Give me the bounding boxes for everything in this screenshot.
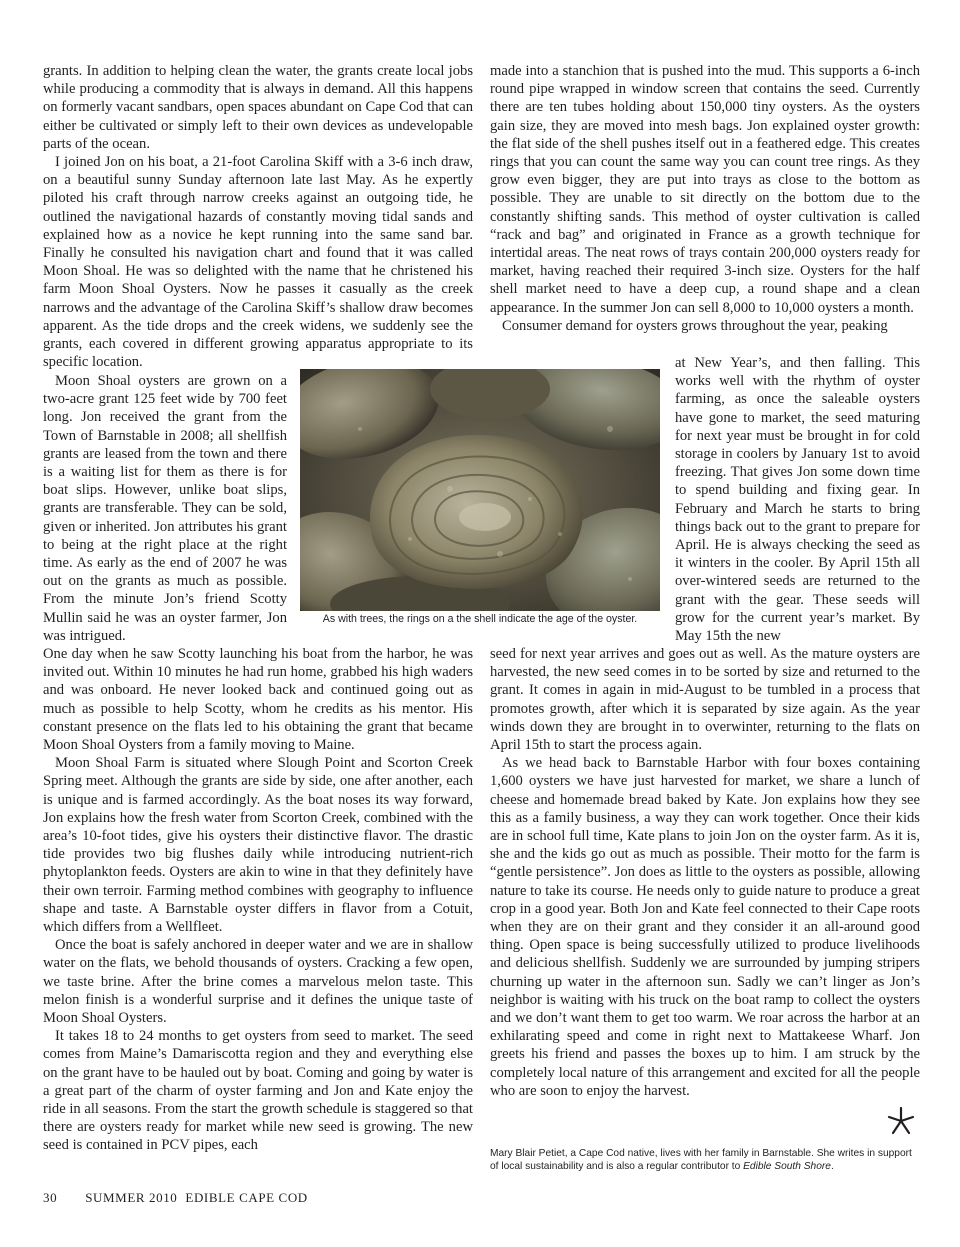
- star-icon: [886, 1106, 916, 1136]
- article-paragraph: It takes 18 to 24 months to get oysters from seed to market. The seed comes from Maine’s Damariscotta region and they and everything else on the grant have to be hauled out by boat. Coming and going by water is a great part of the charm of oyster farming and Jon and Kate enjoy the ride in all seasons. From the start the growth schedule is staggered so that there are oysters ready for market while new seed is growing. The new seed is contained in PCV pipes, each: [43, 1028, 473, 1154]
- bio-text: Mary Blair Petiet, a Cape Cod native, lives with her family in Barnstable. She writes in support of local sustainability and is also a regular contributor to: [490, 1148, 912, 1173]
- oyster-photo: [300, 369, 660, 611]
- photo-caption: As with trees, the rings on a the shell indicate the age of the oyster.: [322, 613, 638, 625]
- left-column-wrap: [43, 372, 287, 645]
- left-column-bottom: [43, 645, 473, 1155]
- page-folio: [43, 1190, 308, 1206]
- magazine-name: EDIBLE CAPE COD: [185, 1190, 308, 1205]
- article-paragraph: Moon Shoal oysters are grown on a two-acre grant 125 feet wide by 700 feet long. Jon received the grant from the Town of Barnstable in 2008; all shellfish grants are leased from the town and there is a waiting list for them as there is for boat slips. However, unlike boat slips, grants are transferable. They can be sold, given or inherited. Jon attributes his grant to being at the right place at the right time. As early as the end of 2007 he was out on the grants as much as possible. From the minute Jon’s friend Scotty Mullin said he was an oyster farmer, Jon was intrigued.: [43, 373, 287, 644]
- article-paragraph: made into a stanchion that is pushed into the mud. This supports a 6-inch round pipe wrapped in window screen that contains the seed. Currently there are ten tubes holding about 150,000 tiny oysters. As the oysters gain size, they are moved into mesh bags. Jon explained oyster growth: the flat side of the shell pushes itself out in a feathered edge. This creates rings that you can count the same way you can count tree rings. As they grow even bigger, they are put into trays as close to the bottom as possible. They are unable to sit directly on the bottom due to the constantly shifting sands. This method of oyster cultivation is called “rack and bag” and originated in France as a growth technique for intertidal areas. The neat rows of trays contain 200,000 oysters ready for market, having reached their required 3-inch size. Oysters for the half shell market need to have a deep cup, a round shape and a clean appearance. In the summer Jon can sell 8,000 to 10,000 oysters a month.: [490, 63, 920, 316]
- article-paragraph: Once the boat is safely anchored in deeper water and we are in shallow water on the flats, we behold thousands of oysters. Cracking a few open, we taste brine. After the brine comes a marvelous melon taste. This melon finish is a wonderful surprise and it defines the unique taste of Moon Shoal Oysters.: [43, 937, 473, 1027]
- page-number: 30: [43, 1190, 58, 1205]
- article-paragraph: grants. In addition to helping clean the water, the grants create local jobs while producing a commodity that is always in demand. All this happens on formerly vacant sandbars, open spaces abundant on Cape Cod that can either be cultivated or simply left to their own devices as undevelopable parts of the ocean.: [43, 63, 473, 152]
- article-paragraph: As we head back to Barnstable Harbor with four boxes containing 1,600 oysters we have just harvested for market, we share a lunch of cheese and homemade bread baked by Kate. Jon explains how they see this as a family business, a way they can work together. Once their kids are in school full time, Kate plans to join Jon on the oyster farm. As it is, she and the kids go out as much as possible. Their motto for the farm is “gentle persistence”. Jon does as little to the oysters as possible, allowing nature to take its course. He needs only to guide nature to produce a great crop in a good year. Both Jon and Kate feel connected to their Cape roots when they are on their grant and they consider it an all-around good thing. Open space is being successfully utilized to produce livelihoods and delicious shellfish. Suddenly we are surrounded by jumping stripers churning up water in the afternoon sun. Sadly we can’t linger as Jon’s neighbor is waiting with his truck on the boat ramp to collect the oysters and we don’t want them to get too warm. We roar across the harbor at an exhilarating speed and come in right next to Mattakeese Wharf. Jon greets his friend and passes the boxes up to him. I am struck by the completely local nature of this arrangement and excited for all the people who are soon to enjoy the harvest.: [490, 755, 920, 1099]
- left-column-top: [43, 62, 473, 371]
- article-paragraph: One day when he saw Scotty launching his boat from the harbor, he was invited out. Within 10 minutes he had run home, grabbed his high waders and was onboard. He never looked back and continued going out as much as possible to help Scotty, whom he credits as his mentor. His constant presence on the flats led to his obtaining the grant that became Moon Shoal Oysters from a family moving to Maine.: [43, 646, 473, 754]
- bio-publication: Edible South Shore: [743, 1161, 831, 1173]
- article-paragraph: I joined Jon on his boat, a 21-foot Carolina Skiff with a 3-6 inch draw, on a beautiful sunny Sunday afternoon late last May. As he expertly piloted his craft through narrow creeks against an outgoing tide, he outlined the navigational hazards of constantly moving tidal sands and explained how as a novice he kept running into the same sand bar. Finally he consulted his navigation chart and found that it was called Moon Shoal. He was so delighted with the name that he christened his farm Moon Shoal Oysters. Now he passes it casually as the creek narrows and the advantage of the Carolina Skiff’s shallow draw becomes apparent. As the tide drops and the creek widens, we suddenly see the grants, each covered in different growing apparatus appropriate to its specific location.: [43, 154, 473, 371]
- right-column-bottom: [490, 645, 920, 1100]
- article-paragraph: Moon Shoal Farm is situated where Slough Point and Scorton Creek Spring meet. Although the grants are side by side, one after another, each is unique and is farmed accordingly. As the boat noses its way forward, Jon explains how the fresh water from Scorton Creek, combined with the area’s 10-foot tides, give his oysters their distinctive flavor. The drastic tide provides two big flushes daily while introducing nutrient-rich phytoplankton feeds. Oysters are akin to wine in that they definitely have their own terroir. Farming method combines with geography to influence shape and taste. A Barnstable oyster differs in flavor from a Cotuit, which differs from a Wellfleet.: [43, 755, 473, 936]
- article-paragraph: Consumer demand for oysters grows throughout the year, peaking: [502, 317, 888, 334]
- bio-end: .: [830, 1161, 834, 1173]
- issue-label: SUMMER 2010: [85, 1190, 178, 1205]
- article-paragraph: seed for next year arrives and goes out as well. As the mature oysters are harvested, the new seed comes in to be sorted by size and returned to the grant. It comes in again in mid-August to be tumbled in a process that promotes growth, after which it is separated by size again. As the year winds down they are brought in to overwinter, returning to the flats on April 15th to start the process again.: [490, 646, 920, 754]
- right-column-top: [490, 62, 920, 335]
- author-bio: [490, 1147, 920, 1174]
- right-column-wrap: [675, 354, 920, 645]
- article-paragraph: at New Year’s, and then falling. This works well with the rhythm of oyster farming, as once the saleable oysters have gone to market, the seed maturing for next year must be brought in for cold storage in coolers by January 1st to avoid freezing. That gives Jon some down time to spend building and fixing gear. In February and March he starts to bring things back out to the grant to prepare for April. He is always checking the seed as it winters in the cooler. By April 15th all over-wintered seeds are returned to the grant with the gear. These seeds will grow for the current year’s market. By May 15th the new: [675, 355, 920, 645]
